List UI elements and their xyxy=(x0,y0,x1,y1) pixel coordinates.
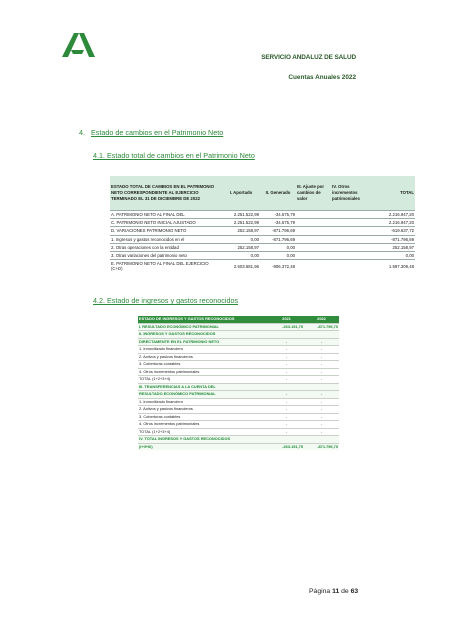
cell-otros xyxy=(331,260,375,273)
table-row xyxy=(138,413,339,421)
cell-ajuste xyxy=(296,243,331,251)
table-row xyxy=(138,353,339,361)
table-row xyxy=(110,219,415,227)
row-label: A. PATRIMONIO NETO AL FINAL DEL xyxy=(110,211,222,219)
row-label: 1. Inmovilizado financiero xyxy=(138,398,269,406)
table-row xyxy=(138,376,339,384)
cell-aportado: 2.251.522,99 xyxy=(222,211,260,219)
table-row xyxy=(138,383,339,391)
section-4-heading xyxy=(79,128,223,137)
cell-2021: - xyxy=(269,391,304,399)
table-row xyxy=(138,421,339,429)
row-label: 2. Activos y pasivos financieros xyxy=(138,353,269,361)
cell-2021 xyxy=(269,436,304,444)
cell-total: 2.216.947,20 xyxy=(375,219,415,227)
cell-generado: -34.575,79 xyxy=(260,211,296,219)
cell-ajuste xyxy=(296,219,331,227)
table-row xyxy=(138,331,339,339)
table-row xyxy=(110,227,415,235)
cell-aportado: 252.158,97 xyxy=(222,227,260,235)
cell-2021: - xyxy=(269,346,304,354)
cell-otros xyxy=(331,252,375,260)
cell-aportado: 2.251.522,99 xyxy=(222,219,260,227)
cell-2021: - xyxy=(269,368,304,376)
cell-2021: - xyxy=(269,338,304,346)
cell-generado: -871.796,69 xyxy=(260,235,296,243)
cell-total: 2.216.947,20 xyxy=(375,211,415,219)
row-label: (I+II+III) xyxy=(138,443,269,450)
row-label: 1. Inmovilizado financiero xyxy=(138,346,269,354)
cell-2022 xyxy=(304,331,339,339)
cell-2022: - xyxy=(304,353,339,361)
header-ajuste: III. Ajuste por cambios de valor xyxy=(296,176,331,211)
cell-2021: - xyxy=(269,376,304,384)
cell-generado: -34.575,79 xyxy=(260,219,296,227)
section-4-1-heading: 4.1. Estado total de cambios en el Patrimonio Neto xyxy=(93,151,255,160)
cell-ajuste xyxy=(296,227,331,235)
cell-2022: - xyxy=(304,346,339,354)
row-label: 3. Otras variaciones del patrimonio neto xyxy=(110,252,222,260)
cell-2021: -263.151,75 xyxy=(269,323,304,331)
table-row xyxy=(138,436,339,444)
header-aportado: I. Aportado xyxy=(222,176,260,211)
header-total: TOTAL xyxy=(375,176,415,211)
cell-2022: - xyxy=(304,338,339,346)
header-year-2021: 2021 xyxy=(269,316,304,323)
cell-aportado: 252.158,97 xyxy=(222,243,260,251)
page-total: 63 xyxy=(350,588,359,595)
table-row xyxy=(138,361,339,369)
section-4-number: 4. xyxy=(79,128,85,137)
cell-2021: - xyxy=(269,413,304,421)
total-changes-equity-table xyxy=(110,176,415,272)
cell-2022: - xyxy=(304,428,339,436)
cell-otros xyxy=(331,235,375,243)
cell-2021: - xyxy=(269,421,304,429)
cell-otros xyxy=(331,211,375,219)
header-otros: IV. Otros incrementos patrimoniales xyxy=(331,176,375,211)
table-row xyxy=(138,323,339,331)
table-row xyxy=(110,252,415,260)
row-label: 3. Coberturas contables xyxy=(138,413,269,421)
table-row xyxy=(110,260,415,273)
cell-2021: - xyxy=(269,361,304,369)
cell-ajuste xyxy=(296,211,331,219)
table-row xyxy=(110,235,415,243)
table-row xyxy=(138,391,339,399)
cell-2022: -871.796,70 xyxy=(304,443,339,450)
cell-2022: - xyxy=(304,413,339,421)
recognized-income-expenses-table xyxy=(138,316,339,450)
cell-generado: -871.796,69 xyxy=(260,227,296,235)
page-current: 11 xyxy=(332,588,340,595)
cell-total: -619.637,72 xyxy=(375,227,415,235)
header-generado: II. Generado xyxy=(260,176,296,211)
cell-aportado: 0,00 xyxy=(222,252,260,260)
cell-2021: - xyxy=(269,406,304,414)
table-header-row xyxy=(110,176,415,211)
row-label: 1. Ingresos y gastos reconocidos en el xyxy=(110,235,222,243)
table-row xyxy=(138,443,339,450)
header-year-2022: 2022 xyxy=(304,316,339,323)
table-row xyxy=(138,346,339,354)
row-label: DIRECTAMENTE EN EL PATRIMONIO NETO xyxy=(138,338,269,346)
page-separator: de xyxy=(341,588,349,595)
table-row xyxy=(110,211,415,219)
row-label: 4. Otros incrementos patrimoniales xyxy=(138,368,269,376)
cell-2021 xyxy=(269,383,304,391)
junta-andalucia-logo-icon xyxy=(60,30,96,58)
section-4-title: Estado de cambios en el Patrimonio Neto xyxy=(91,128,224,137)
cell-otros xyxy=(331,219,375,227)
cell-2022 xyxy=(304,436,339,444)
row-label: 2. Activos y pasivos financieros xyxy=(138,406,269,414)
cell-2022: - xyxy=(304,398,339,406)
row-label: I. RESULTADO ECONÓMICO PATRIMONIAL xyxy=(138,323,269,331)
cell-otros xyxy=(331,243,375,251)
row-label: 4. Otros incrementos patrimoniales xyxy=(138,421,269,429)
cell-2022: - xyxy=(304,368,339,376)
row-label: E. PATRIMONIO NETO AL FINAL DEL EJERCICIO (C+D) xyxy=(110,260,222,273)
header-concept: ESTADO DE INGRESOS Y GASTOS RECONOCIDOS xyxy=(138,316,269,323)
row-label: RESULTADO ECONÓMICO PATRIMONIAL xyxy=(138,391,269,399)
cell-2021: - xyxy=(269,353,304,361)
table-header-row xyxy=(138,316,339,323)
header-document: Cuentas Anuales 2022 xyxy=(288,74,356,81)
cell-2022: -871.796,70 xyxy=(304,323,339,331)
row-label: TOTAL (1+2+3+4) xyxy=(138,428,269,436)
cell-ajuste xyxy=(296,235,331,243)
cell-aportado: 2.503.681,96 xyxy=(222,260,260,273)
cell-aportado: 0,00 xyxy=(222,235,260,243)
row-label: 2. Otras operaciones con la entidad xyxy=(110,243,222,251)
row-label: C. PATRIMONIO NETO INICIAL AJUSTADO xyxy=(110,219,222,227)
page-number xyxy=(309,588,358,595)
table-row xyxy=(110,243,415,251)
cell-generado: 0,00 xyxy=(260,243,296,251)
row-label: IV. TOTAL INGRESOS Y GASTOS RECONOCIDOS xyxy=(138,436,269,444)
cell-2022: - xyxy=(304,421,339,429)
cell-generado: 0,00 xyxy=(260,252,296,260)
cell-total: -871.796,69 xyxy=(375,235,415,243)
cell-total: 252.158,97 xyxy=(375,243,415,251)
header-organization: SERVICIO ANDALUZ DE SALUD xyxy=(261,54,356,61)
cell-2021: -263.151,75 xyxy=(269,443,304,450)
header-concept: ESTADO TOTAL DE CAMBIOS EN EL PATRIMONIO NETO CORRESPONDIENTE AL EJERCICIO TERMINADO EL 31 DE DICIEMBRE DE 2022 xyxy=(110,176,222,211)
cell-ajuste xyxy=(296,252,331,260)
table-row xyxy=(138,398,339,406)
cell-2021: - xyxy=(269,398,304,406)
cell-2021 xyxy=(269,331,304,339)
cell-generado: -906.372,48 xyxy=(260,260,296,273)
row-label: 3. Coberturas contables xyxy=(138,361,269,369)
row-label: II. INGRESOS Y GASTOS RECONOCIDOS xyxy=(138,331,269,339)
cell-total: 0,00 xyxy=(375,252,415,260)
row-label: III. TRANSFERENCIAS A LA CUENTA DEL xyxy=(138,383,269,391)
section-4-2-heading: 4.2. Estado de ingresos y gastos reconocidos xyxy=(93,296,239,305)
row-label: TOTAL (1+2+3+4) xyxy=(138,376,269,384)
cell-ajuste xyxy=(296,260,331,273)
cell-2022: - xyxy=(304,406,339,414)
table-row xyxy=(138,338,339,346)
page-prefix: Página xyxy=(309,588,331,595)
cell-2022: - xyxy=(304,361,339,369)
table-row xyxy=(138,406,339,414)
table-row xyxy=(138,428,339,436)
cell-2022 xyxy=(304,383,339,391)
cell-total: 1.597.309,48 xyxy=(375,260,415,273)
cell-2022: - xyxy=(304,376,339,384)
cell-2022: - xyxy=(304,391,339,399)
cell-2021: - xyxy=(269,428,304,436)
row-label: D. VARIACIONES PATRIMONIO NETO xyxy=(110,227,222,235)
cell-otros xyxy=(331,227,375,235)
table-row xyxy=(138,368,339,376)
